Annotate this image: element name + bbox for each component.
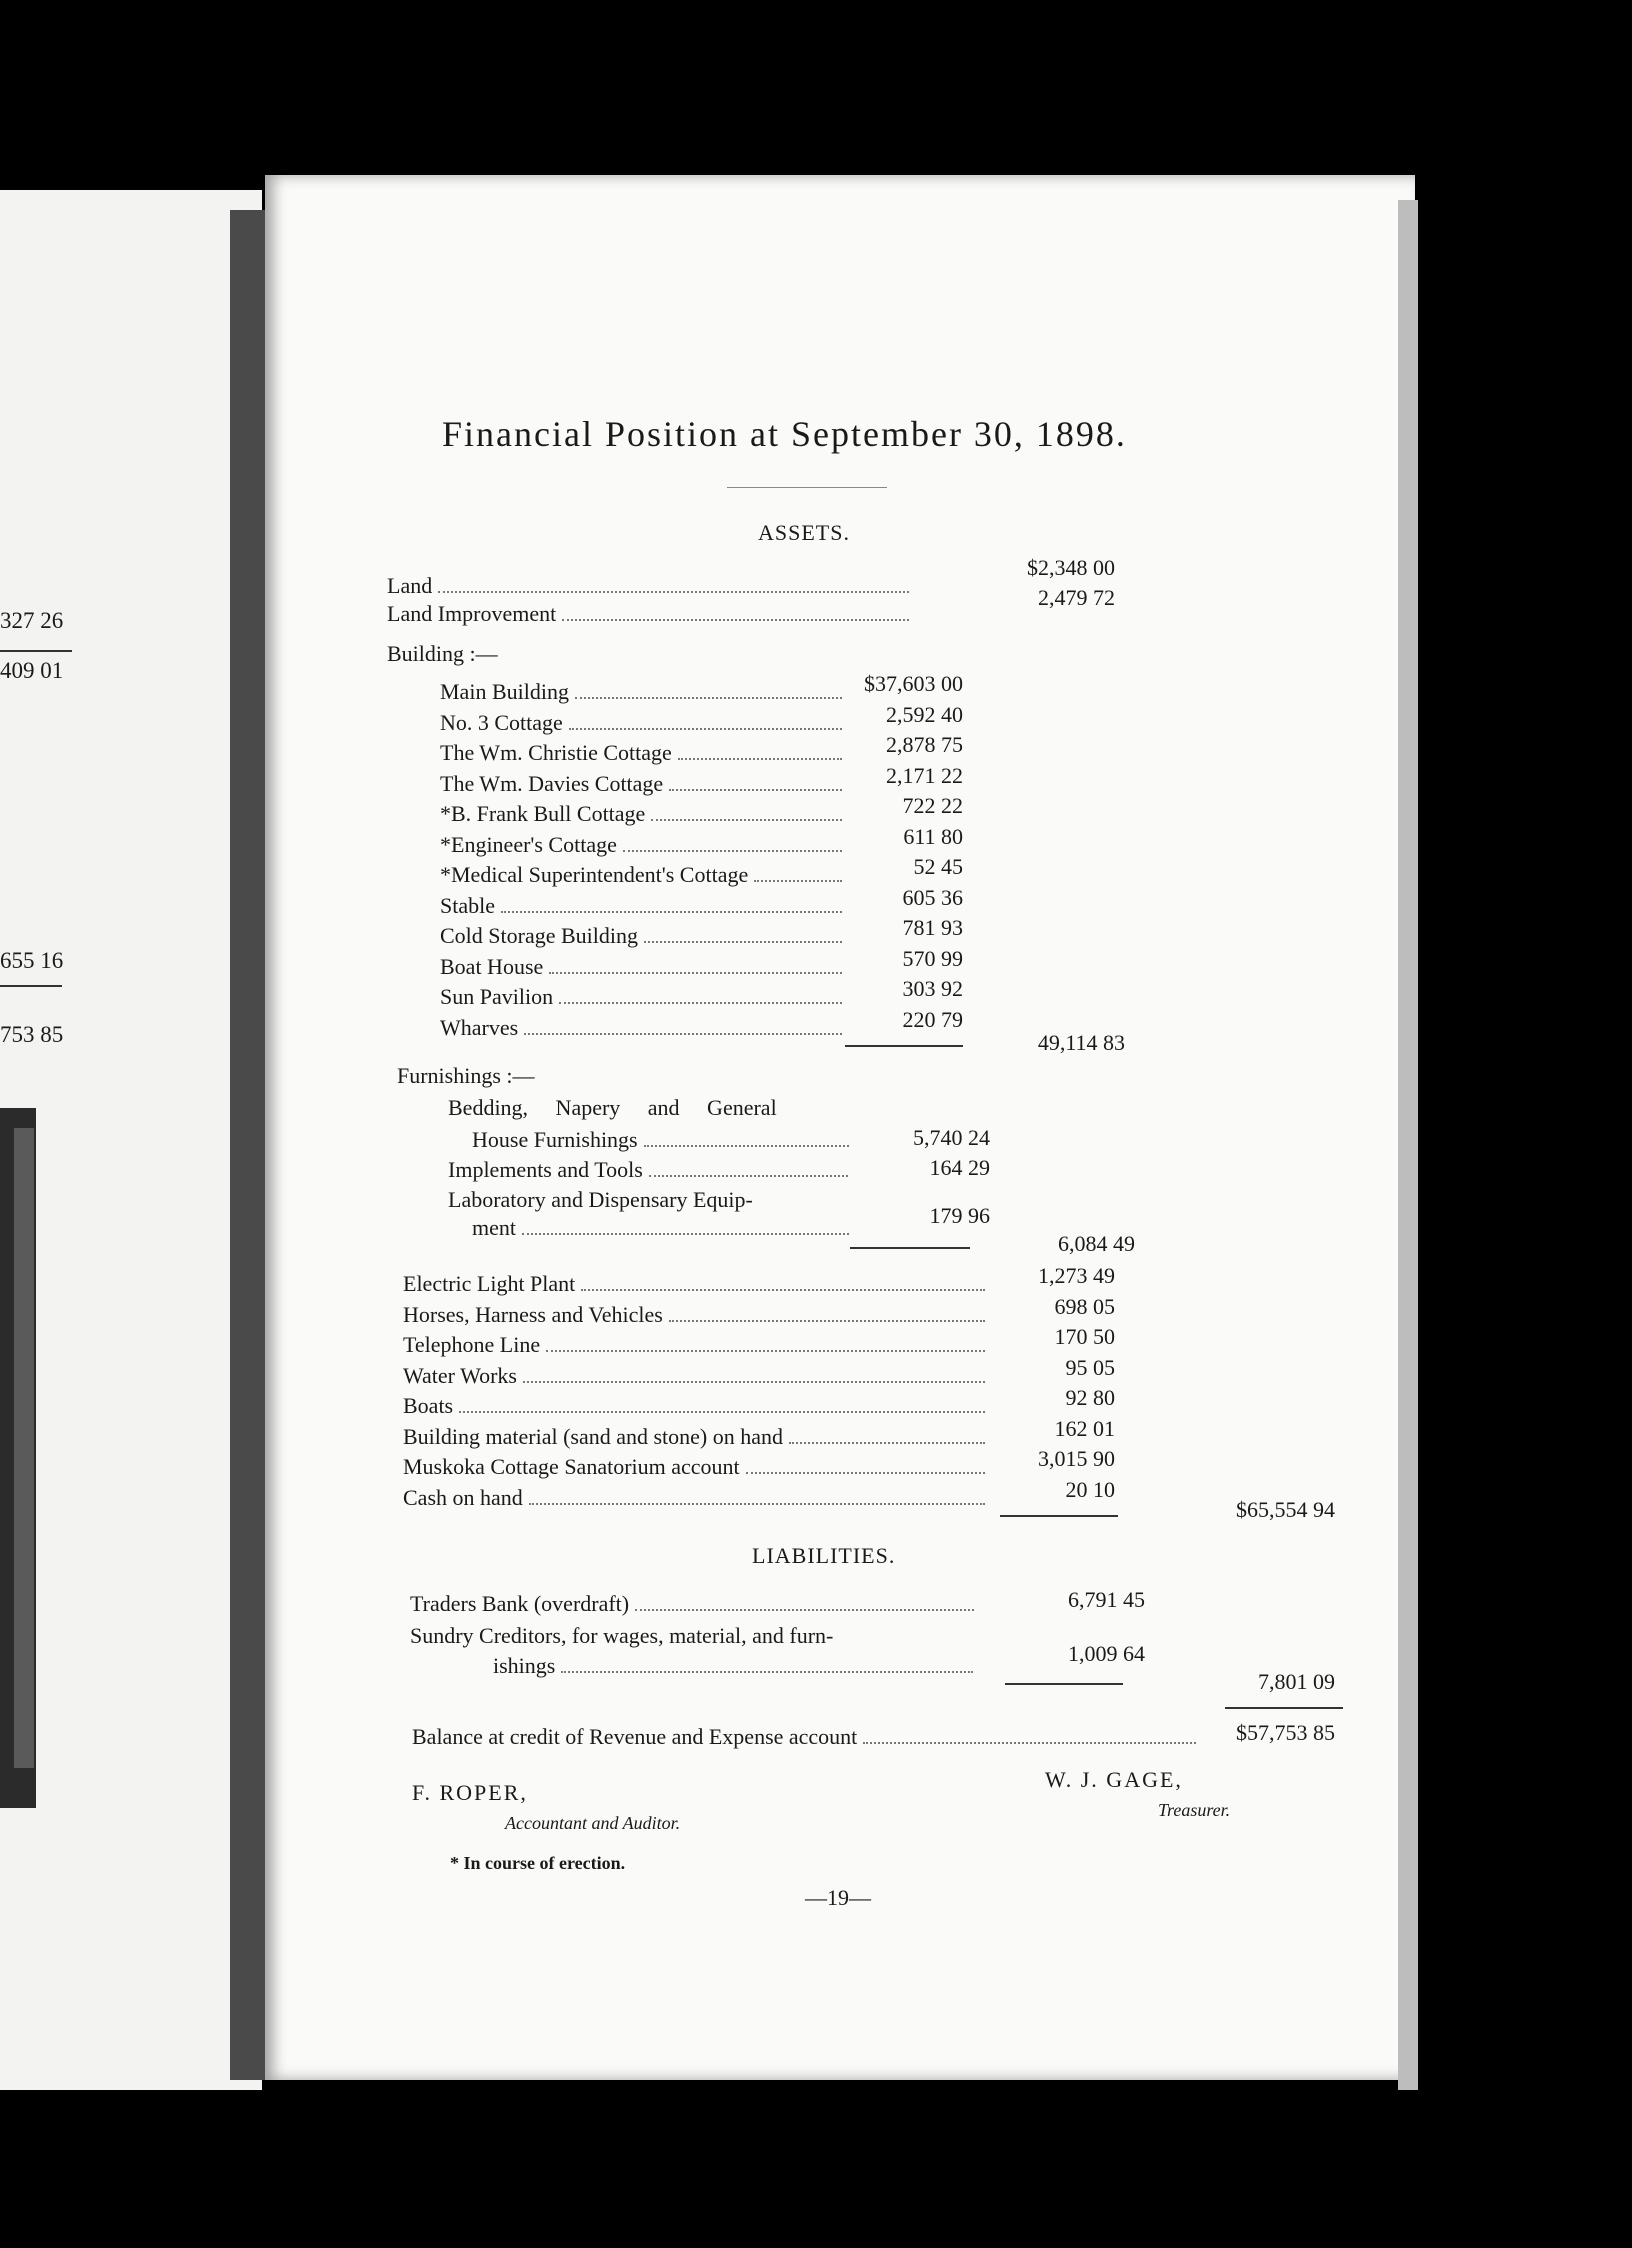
other-asset-row bbox=[403, 1267, 993, 1297]
liability-sundry-line1: Sundry Creditors, for wages, material, and furn- bbox=[410, 1623, 834, 1648]
balance-row: Balance at credit of Revenue and Expense account bbox=[412, 1720, 1204, 1750]
title-divider bbox=[727, 487, 887, 488]
other-asset-label: Boats bbox=[403, 1393, 454, 1418]
other-asset-row bbox=[403, 1420, 993, 1450]
other-asset-amount: 92 80 bbox=[1065, 1385, 1115, 1410]
building-row bbox=[440, 919, 850, 949]
page-number: —19— bbox=[805, 1885, 871, 1910]
subtotal-rule bbox=[1000, 1515, 1118, 1517]
other-asset-amount: 162 01 bbox=[1054, 1415, 1115, 1441]
building-label: *Engineer's Cottage bbox=[440, 831, 617, 857]
other-asset-amount: 1,273 49 bbox=[1038, 1263, 1115, 1288]
other-asset-label: Building material (sand and stone) on hand bbox=[403, 1423, 784, 1449]
building-label: *B. Frank Bull Cottage bbox=[440, 801, 646, 826]
building-row bbox=[440, 858, 850, 888]
building-row bbox=[440, 675, 850, 705]
building-amount: 611 80 bbox=[903, 823, 963, 849]
other-asset-amount: 698 05 bbox=[1054, 1293, 1115, 1319]
subtotal-rule bbox=[845, 1045, 963, 1047]
other-asset-amount: 170 50 bbox=[1054, 1324, 1115, 1349]
left-figure: 409 01 bbox=[0, 658, 64, 683]
building-label: Boat House bbox=[440, 953, 544, 979]
building-label: The Wm. Davies Cottage bbox=[440, 770, 664, 796]
other-asset-row bbox=[403, 1450, 993, 1480]
other-asset-label: Horses, Harness and Vehicles bbox=[403, 1301, 663, 1327]
other-asset-label: Telephone Line bbox=[403, 1332, 541, 1357]
building-label: Sun Pavilion bbox=[440, 984, 554, 1009]
subtotal-rule bbox=[850, 1247, 970, 1249]
liability-row-traders-bank: Traders Bank (overdraft) bbox=[410, 1587, 982, 1617]
other-asset-row bbox=[403, 1481, 993, 1511]
building-heading: Building :— bbox=[387, 641, 498, 666]
liabilities-heading: LIABILITIES. bbox=[752, 1543, 896, 1568]
other-asset-amount: 3,015 90 bbox=[1038, 1446, 1115, 1471]
left-page-fragment bbox=[0, 190, 262, 2090]
other-asset-label: Electric Light Plant bbox=[403, 1271, 576, 1296]
building-amount: $37,603 00 bbox=[864, 671, 963, 696]
signature-right-name: W. J. GAGE, bbox=[1045, 1767, 1183, 1792]
balance-amount: $57,753 85 bbox=[1236, 1720, 1335, 1745]
building-row bbox=[440, 980, 850, 1010]
asset-row-land-improvement: Land Improvement bbox=[387, 597, 917, 627]
left-rule bbox=[0, 650, 72, 652]
building-amount: 52 45 bbox=[913, 854, 963, 879]
other-asset-label: Muskoka Cottage Sanatorium account bbox=[403, 1454, 740, 1479]
left-photograph bbox=[0, 1108, 36, 1808]
building-row bbox=[440, 706, 850, 736]
building-amount: 2,592 40 bbox=[886, 701, 963, 727]
other-asset-row bbox=[403, 1328, 993, 1358]
building-row bbox=[440, 950, 850, 980]
building-row bbox=[440, 736, 850, 766]
other-asset-row bbox=[403, 1298, 993, 1328]
subtotal-rule bbox=[1005, 1683, 1123, 1685]
amount: 179 96 bbox=[929, 1203, 990, 1228]
liabilities-total: 7,801 09 bbox=[1258, 1669, 1335, 1694]
building-label: The Wm. Christie Cottage bbox=[440, 740, 672, 765]
building-label: Cold Storage Building bbox=[440, 923, 638, 948]
document-page bbox=[265, 175, 1415, 2080]
furnishings-heading: Furnishings :— bbox=[397, 1063, 535, 1088]
liability-sundry-line2: ishings bbox=[493, 1649, 981, 1679]
building-label: Main Building bbox=[440, 679, 569, 704]
left-rule bbox=[0, 985, 62, 987]
building-row bbox=[440, 1011, 850, 1041]
furnishings-lab-line2: ment bbox=[472, 1211, 857, 1241]
furnishings-implements: Implements and Tools bbox=[448, 1153, 856, 1183]
building-amount: 570 99 bbox=[902, 945, 963, 971]
page-title: Financial Position at September 30, 1898. bbox=[442, 414, 1127, 454]
other-asset-label: Cash on hand bbox=[403, 1484, 523, 1510]
building-amount: 722 22 bbox=[902, 793, 963, 818]
building-amount: 781 93 bbox=[902, 915, 963, 940]
building-label: No. 3 Cottage bbox=[440, 709, 563, 735]
left-figure: 327 26 bbox=[0, 608, 64, 633]
building-amount: 605 36 bbox=[902, 884, 963, 910]
building-row bbox=[440, 767, 850, 797]
building-row bbox=[440, 797, 850, 827]
asset-row-land: Land bbox=[387, 569, 917, 599]
building-amount: 303 92 bbox=[902, 976, 963, 1001]
building-label: *Medical Superintendent's Cottage bbox=[440, 862, 749, 887]
assets-heading: ASSETS. bbox=[758, 520, 850, 545]
signature-left-name: F. ROPER, bbox=[412, 1780, 528, 1805]
furnishings-bedding-line1: Bedding, Napery and General bbox=[448, 1095, 777, 1120]
other-asset-amount: 20 10 bbox=[1065, 1476, 1115, 1502]
left-figure: 753 85 bbox=[0, 1022, 64, 1047]
building-label: Wharves bbox=[440, 1014, 519, 1040]
building-amount: 2,171 22 bbox=[886, 762, 963, 788]
furnishings-total: 6,084 49 bbox=[1058, 1231, 1135, 1256]
other-asset-row bbox=[403, 1389, 993, 1419]
furnishings-bedding-line2: House Furnishings bbox=[472, 1123, 857, 1153]
furnishings-lab-line1: Laboratory and Dispensary Equip- bbox=[448, 1187, 753, 1212]
buildings-total: 49,114 83 bbox=[1037, 1030, 1125, 1055]
amount: 2,479 72 bbox=[1038, 585, 1115, 610]
page-edge bbox=[1398, 200, 1418, 2090]
amount: 6,791 45 bbox=[1068, 1587, 1145, 1612]
amount: 1,009 64 bbox=[1068, 1641, 1145, 1666]
amount: $2,348 00 bbox=[1027, 555, 1115, 580]
other-asset-row bbox=[403, 1359, 993, 1389]
signature-left-title: Accountant and Auditor. bbox=[505, 1813, 681, 1833]
building-label: Stable bbox=[440, 892, 495, 918]
building-amount: 2,878 75 bbox=[886, 732, 963, 757]
other-asset-amount: 95 05 bbox=[1065, 1354, 1115, 1380]
signature-right-title: Treasurer. bbox=[1158, 1800, 1231, 1820]
other-asset-label: Water Works bbox=[403, 1362, 517, 1388]
building-row bbox=[440, 828, 850, 858]
building-row bbox=[440, 889, 850, 919]
total-rule bbox=[1225, 1707, 1343, 1709]
amount: 164 29 bbox=[929, 1155, 990, 1180]
assets-total: $65,554 94 bbox=[1236, 1497, 1335, 1522]
footnote: * In course of erection. bbox=[450, 1853, 626, 1873]
left-figure: 655 16 bbox=[0, 948, 64, 973]
amount: 5,740 24 bbox=[913, 1125, 990, 1150]
building-amount: 220 79 bbox=[902, 1006, 963, 1032]
